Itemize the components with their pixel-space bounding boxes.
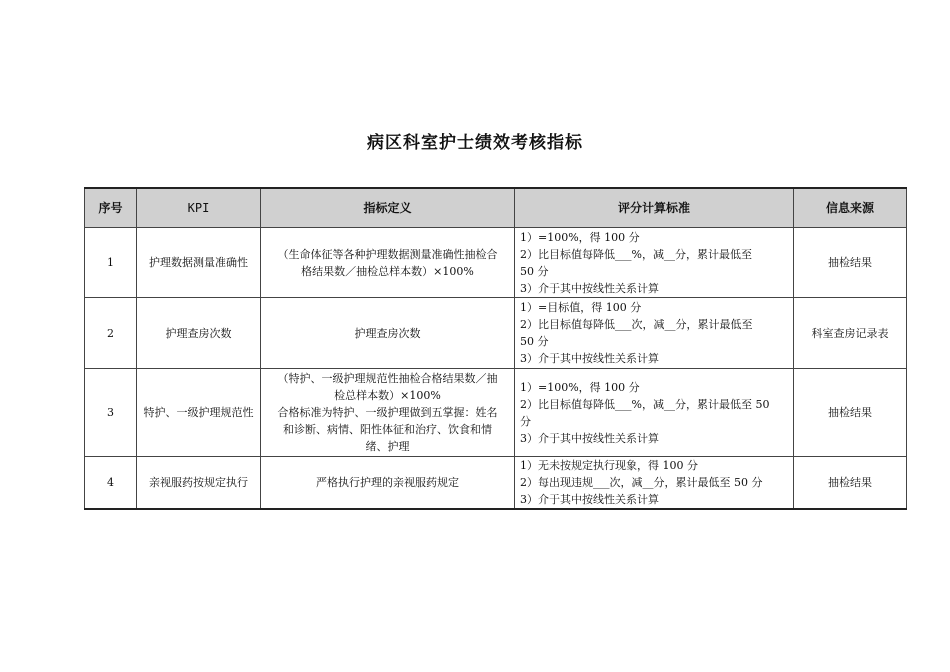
cell-kpi: 护理数据测量准确性 <box>137 228 261 298</box>
definition-line: 护理查房次数 <box>354 326 421 340</box>
cell-scoring <box>515 457 794 510</box>
table-row <box>85 457 907 510</box>
kpi-table <box>84 187 907 510</box>
scoring-line: 2）每出现违规___次，减__分，累计最低至 50 分 <box>520 476 763 489</box>
cell-no: 1 <box>85 228 137 298</box>
scoring-line: 1）=100%，得 100 分 <box>520 230 640 244</box>
table-header-row <box>85 188 907 228</box>
cell-definition <box>261 228 515 298</box>
cell-scoring <box>515 298 794 369</box>
definition-line: 格结果数／抽检总样本数）×100% <box>301 264 474 278</box>
cell-source: 抽检结果 <box>794 369 907 457</box>
definition-line: 合格标准为特护、一级护理做到五掌握：姓名 <box>277 406 498 419</box>
cell-no: 3 <box>85 369 137 457</box>
cell-source: 抽检结果 <box>794 457 907 510</box>
header-definition: 指标定义 <box>261 188 515 228</box>
definition-line: 和诊断、病情、阳性体征和治疗、饮食和情 <box>283 423 492 436</box>
scoring-line: 50 分 <box>520 335 549 348</box>
definition-line: 检总样本数）×100% <box>334 389 441 402</box>
definition-line: （特护、一级护理规范性抽检合格结果数／抽 <box>277 372 498 385</box>
scoring-line: 3）介于其中按线性关系计算 <box>520 431 659 445</box>
header-no: 序号 <box>85 188 137 228</box>
scoring-line: 2）比目标值每降低___%，减__分，累计最低至 50 <box>520 397 770 411</box>
header-scoring: 评分计算标准 <box>515 188 794 228</box>
cell-definition <box>261 298 515 369</box>
definition-line: 严格执行护理的亲视服药规定 <box>316 476 459 489</box>
scoring-line: 3）介于其中按线性关系计算 <box>520 493 659 506</box>
definition-line: 绪、护理 <box>365 440 410 453</box>
table-row <box>85 298 907 369</box>
cell-definition <box>261 369 515 457</box>
cell-source: 科室查房记录表 <box>794 298 907 369</box>
cell-kpi: 护理查房次数 <box>137 298 261 369</box>
scoring-line: 1）=100%，得 100 分 <box>520 380 640 394</box>
cell-scoring <box>515 369 794 457</box>
cell-kpi: 特护、一级护理规范性 <box>137 369 261 457</box>
table-row <box>85 228 907 298</box>
cell-definition <box>261 457 515 510</box>
scoring-line: 3）介于其中按线性关系计算 <box>520 281 659 295</box>
scoring-line: 50 分 <box>520 264 549 278</box>
scoring-line: 分 <box>520 414 531 428</box>
cell-no: 2 <box>85 298 137 369</box>
cell-no: 4 <box>85 457 137 510</box>
table-row <box>85 369 907 457</box>
scoring-line: 2）比目标值每降低___次，减__分，累计最低至 <box>520 318 753 331</box>
cell-kpi: 亲视服药按规定执行 <box>137 457 261 510</box>
scoring-line: 3）介于其中按线性关系计算 <box>520 352 659 365</box>
header-kpi: KPI <box>137 188 261 228</box>
cell-scoring <box>515 228 794 298</box>
header-source: 信息来源 <box>794 188 907 228</box>
cell-source: 抽检结果 <box>794 228 907 298</box>
scoring-line: 1）=目标值，得 100 分 <box>520 301 642 314</box>
document-title: 病区科室护士绩效考核指标 <box>367 133 583 153</box>
definition-line: （生命体征等各种护理数据测量准确性抽检合 <box>277 247 498 261</box>
scoring-line: 1）无未按规定执行现象，得 100 分 <box>520 459 698 472</box>
scoring-line: 2）比目标值每降低___%，减__分，累计最低至 <box>520 247 752 261</box>
